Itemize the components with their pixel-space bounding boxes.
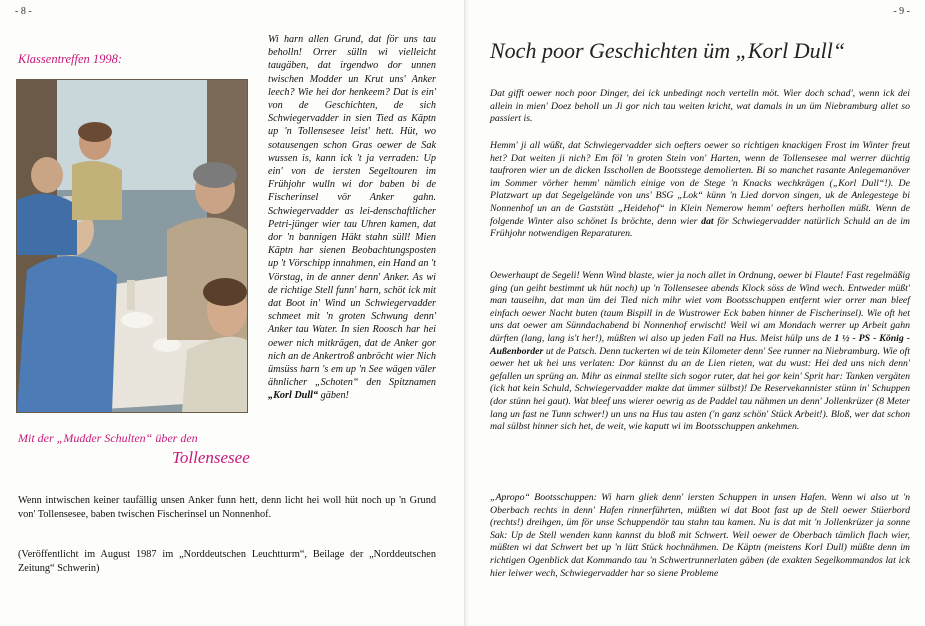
paragraph-1: Dat gifft oewer noch poor Dinger, dei ick unbedingt noch vertelln möt. Wier doch schad', wenn ick dei allein in mien' Doez beholl un Ji gor nich tau weiten kricht, wat damals in un üm Niebramburg allet so passiert is. [490,88,910,125]
nickname-bold: „Korl Dull“ [268,390,319,402]
paragraph-3-text: Oewerhaupt de Segeli! Wenn Wind blaste, wier ja noch allet in Ordnung, oewer bi Flaute! Fast regelmäßig ging (un geiht bestimmt uk hüt noch) up 'n Tollensesee abends Klock söss de Wind wech. Entweder müßt' man tauseihn, dat man üm dei Tied nich mihr wiet vom Bootsschuppen entfernt wier orrer man bleef einfach oewer Nacht buten (taum Bispill in de Wustrower Eck baben hinner de Fischerinsel). Wie oft het uns dat oewer am Sünndachabend bi Nonnenhof erwischt! Weil wi am Mondach werrer up Arbeit gahn dürften (lang, lang is't her!), müßten wi also up jeden Fall na Hus. Meist hülp uns de [490,270,910,344]
story-column [268,33,436,403]
paragraph-3-bold: 1 ½ - PS - König - Außenborder [490,332,911,357]
paragraph-2-bold: dat [701,215,714,227]
photo-boat-party [16,79,248,413]
page-number-right: - 9 - [893,6,910,17]
paragraph-2-end: för Schwiegervadder natürlich Schuld an de im Frühjohr notwendigen Reparaturen. [490,215,910,240]
paragraph-4: „Apropo“ Bootsschuppen: Wi harn gliek denn' iersten Schuppen in unsen Hafen. Wenn wi also ut 'n Oberbach rechts in denn' Hafen rinnerführten, müßten wi dat Boot fast up de Stell oewer Stüerbord (rechts!) dreihgen, üm för unse Schuppendör tau stahn tau kamen. Nu is dat mit 'n Jollenkrüzer ja sonne Sak: Up de Stell wenden kann kannst du bloß mit Schwert. Weil oewer de Oberbach tämlich flach wier, müßten wi dat Schwert bet up 'n lütt Stück hochnähmen. De Käptn (meistens Korl Dull) müßte denn im richtigen Ogenblick dat Kommando tau 'n Schwertrunnerlaten gäben (de exakten Segelkommandos lat ick hier leiwer wech, Schwiegervadder har so siene Probleme [490,492,910,579]
paragraph-3-end: ut de Patsch. Denn tuckerten wi de tein Kilometer denn' See runner na Niebramburg. Wie oft oewer het uk hei uns verlaten: Dor künnst du an de Lien rieten, wat du wust: Hei ded uns nich denn' gefallen un sprüng an. Mihr as einmal stellte sich sogor ruter, dat hei gor kein' Sprit har: Tanken vergäten (ick hat kein Schuld, Schwiegervadder makte dat ümmer sülbst)! De Reservekannister stünn in' Schuppen (dor stünn hei gaut). Wat bleef uns wierer oewrig as de Paddel tau nähmen un denn' Jollenkrüzer (8 Meter lang un fast ne Tunn schwer!) un uns na Hus tau asten ('n ganz schön' Stück Arbeit!). Bloß, wer dat schon mal sülbst hinner sich het, de weit, wie kaputt wi im Bootsschuppen ankehmen. [490,345,910,433]
photo-illustration [17,80,247,412]
story-column-text: Wi harn allen Grund, dat för uns tau beholln! Orrer sülln wi vielleicht taugäben, dat irgendwo dor unnen twischen Modder un Krut uns' Anker leech? Wie hei dor henkeem? Dat is ein' von de Geschichten, de sich Schwiegervadder in sien Tied as Käptn up 'n Tollensesee leist' hett. Hüt, wo sotausengen schon Gras oewer de Sak wussen is, kann ick 't ja verraden: Up ein' von de iersten Segeltouren im Frühjohr wulln wi dor baben bi de Fischerinsel vör Anker gahn. Schwiegervadder as lei-denschaftlicher Petri-jünger wier tau Uhren kamen, dat dor 'n bannigen Häkt stahn süll! Mien Käptn har sienen Beobachtungsposten up 't Vörschipp innahmen, ein Hand an 't Vörstag, in de anner denn' Anker. As wi de richtige Stell funn' harn, schöt ick mit dat Boot in' Wind un Schwiegervadder schmeet mit 'n groten Schwung denn' Anker tau Water. In sien Roosch har hei oewer nich mitkrägen, dat de Anker gor nich an de Ankertroß anbröcht wier Nich ümsüss harn 's em up 'n See wägen väler ähnlicher „Schoten“ den Spitznamen [268,34,436,389]
right-page [468,0,925,626]
page-number-left: - 8 - [15,6,32,17]
photo-caption-line1: Mit der „Mudder Schulten“ über den [18,431,198,445]
paragraph-2-text: Hemm' ji all wüßt, dat Schwiegervadder sich oefters oewer so richtigen knackigen Frost im Winter freut het? Dat weiten ji nich? Em föl 'n groten Stein von' Harten, wenn de Tollensesee mal werrer düchtig taufroren wier un de dicken Isschollen de Bootsstege demolierten. Bi so manchet rasante Anlegemanöver im Sommer vörher hemm' nämlich einige von de Stege 'n Knacks wechkrägen („Korl Dull“!). De Platzwart up dat Segelgelände von uns' BSG „Lok“ künn 'n Lied dorvon singen, uk de Anlegestege bi Nonnenhof un an de Gaststätt „Heidehof“ in Klein Nemerow hemm' oefters herhollen müßt. Wenn de folgende Winter also schönet Is bröchte, denn wier [490,140,910,227]
publication-note: (Veröffentlicht im August 1987 im „Norddeutschen Leuchtturm“, Beilage der „Norddeutschen Zeitung“ Schwerin) [18,549,436,574]
photo-caption-line2: Tollensesee [172,448,250,467]
paragraph-3 [490,270,910,434]
chapter-title: Noch poor Geschichten üm „Korl Dull“ [490,38,846,63]
section-title: Klassentreffen 1998: [18,52,123,66]
closing-paragraph: Wenn intwischen keiner taufällig unsen Anker funn hett, denn licht hei woll hüt noch up 'n Grund von' Tollensesee, baben twischen Fischerinsel un Nonnenhof. [18,495,436,520]
story-column-end: gäben! [320,390,349,402]
paragraph-2 [490,140,910,241]
